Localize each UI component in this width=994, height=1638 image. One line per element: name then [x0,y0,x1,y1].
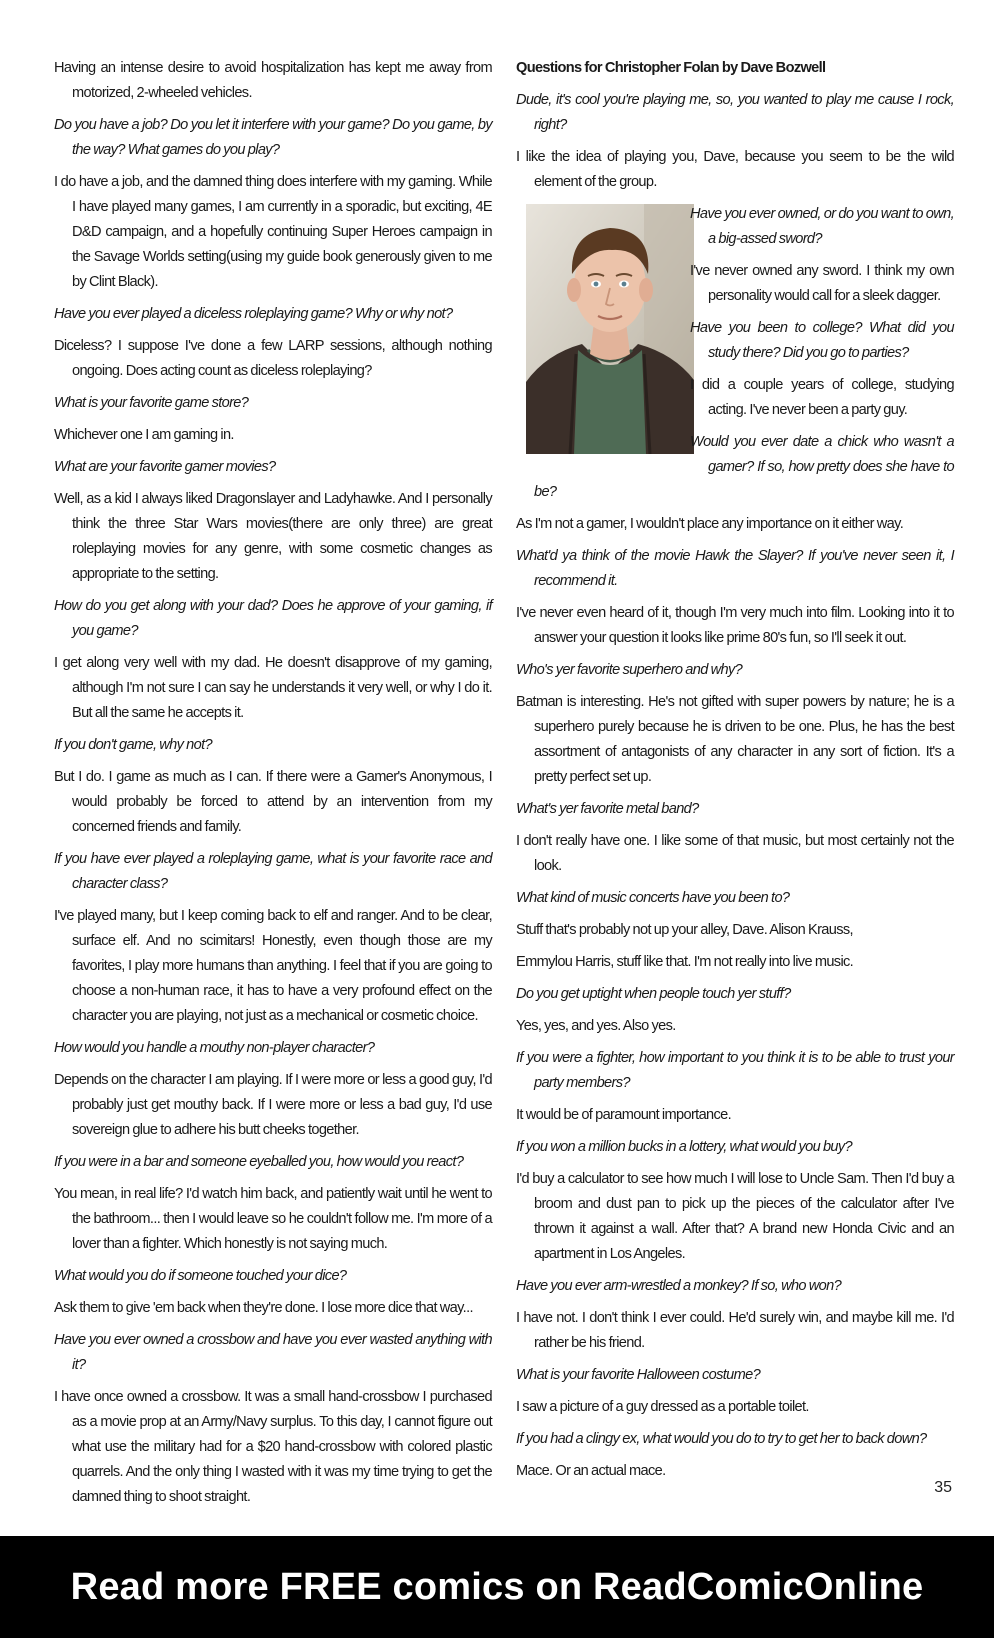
question: What is your favorite Halloween costume? [516,1367,761,1383]
answer: I did a couple years of college, studying acting. I've never been a party guy. [690,377,954,418]
answer: It would be of paramount importance. [516,1107,732,1123]
answer: I've played many, but I keep coming back to elf and ranger. And to be clear, surface elf. And no scimitars! Honestly, even though those are my favorites, I play more humans than anything. I feel that if you are going to choose a non-human race, it has to have a very profound effect on the character you are playing, not just as a mechanical or cosmetic choice. [54,908,492,1024]
question: If you were in a bar and someone eyeballed you, how would you react? [54,1154,464,1170]
question: Have you ever arm-wrestled a monkey? If so, who won? [516,1278,842,1294]
answer: Batman is interesting. He's not gifted with super powers by nature; he is a superhero purely because he is driven to be one. Plus, he has the best assortment of antagonists of any character in any sort of fiction. It's a pretty perfect set up. [516,694,954,785]
question: If you have ever played a roleplaying game, what is your favorite race and character class? [54,851,492,892]
promo-banner-text[interactable]: Read more FREE comics on ReadComicOnline [70,1565,924,1608]
question: Have you ever played a diceless roleplaying game? Why or why not? [54,306,453,322]
promo-banner[interactable] [0,1536,994,1638]
answer: I saw a picture of a guy dressed as a portable toilet. [516,1399,809,1415]
right-column [516,56,954,1491]
question: What kind of music concerts have you been to? [516,890,790,906]
answer: Having an intense desire to avoid hospitalization has kept me away from motorized, 2-wheeled vehicles. [54,60,492,101]
page-number: 35 [934,1479,952,1496]
question: What'd ya think of the movie Hawk the Slayer? If you've never seen it, I recommend it. [516,548,954,589]
answer: Diceless? I suppose I've done a few LARP sessions, although nothing ongoing. Does acting count as diceless roleplaying? [54,338,492,379]
answer: Whichever one I am gaming in. [54,427,234,443]
answer: But I do. I game as much as I can. If there were a Gamer's Anonymous, I would probably be forced to attend by an intervention from my concerned friends and family. [54,769,492,835]
question: Who's yer favorite superhero and why? [516,662,743,678]
answer: I don't really have one. I like some of that music, but most certainly not the look. [516,833,954,874]
answer: Mace. Or an actual mace. [516,1463,666,1479]
answer: Depends on the character I am playing. If I were more or less a good guy, I'd probably just get mouthy back. If I were more or less a bad guy, I'd use sovereign glue to adhere his butt cheeks together. [54,1072,492,1138]
question: If you had a clingy ex, what would you do to try to get her to back down? [516,1431,927,1447]
question: Have you been to college? What did you study there? Did you go to parties? [690,320,954,361]
answer: Stuff that's probably not up your alley, Dave. Alison Krauss, [516,922,853,938]
question: Do you get uptight when people touch yer stuff? [516,986,791,1002]
question: If you were a fighter, how important to you think it is to be able to trust your party members? [516,1050,954,1091]
question: If you don't game, why not? [54,737,212,753]
question: Do you have a job? Do you let it interfere with your game? Do you game, by the way? What games do you play? [54,117,492,158]
answer: I'd buy a calculator to see how much I will lose to Uncle Sam. Then I'd buy a broom and dust pan to pick up the pieces of the calculator after I've thrown it against a wall. After that? A brand new Honda Civic and an apartment in Los Angeles. [516,1171,954,1262]
answer: I have once owned a crossbow. It was a small hand-crossbow I purchased as a movie prop at an Army/Navy surplus. To this day, I cannot figure out what use the military had for a $20 hand-crossbow with colored plastic quarrels. And the only thing I wasted with it was my time trying to get the damned thing to shoot straight. [54,1389,492,1505]
question: If you won a million bucks in a lottery, what would you buy? [516,1139,852,1155]
answer: I like the idea of playing you, Dave, because you seem to be the wild element of the group. [516,149,954,190]
answer: You mean, in real life? I'd watch him back, and patiently wait until he went to the bathroom... then I would leave so he couldn't follow me. I'm more of a lover than a fighter. Which honestly is not saying much. [54,1186,492,1252]
answer: I get along very well with my dad. He doesn't disapprove of my gaming, although I'm not sure I can say he understands it very well, or why I do it. But all the same he accepts it. [54,655,492,721]
question: What would you do if someone touched your dice? [54,1268,347,1284]
answer: I do have a job, and the damned thing does interfere with my gaming. While I have played many games, I am currently in a sporadic, but exciting, 4E D&D campaign, and a hopefully continuing Super Heroes campaign in the Savage Worlds setting(using my guide book generously given to me by Clint Black). [54,174,492,290]
question: What's yer favorite metal band? [516,801,699,817]
question: Would you ever date a chick who wasn't a gamer? If so, how pretty does she have to be? [534,434,954,500]
question: Have you ever owned, or do you want to own, a big-assed sword? [690,206,954,247]
question: What is your favorite game store? [54,395,249,411]
question: Dude, it's cool you're playing me, so, you wanted to play me cause I rock, right? [516,92,954,133]
answer: As I'm not a gamer, I wouldn't place any importance on it either way. [516,516,904,532]
question: Have you ever owned a crossbow and have you ever wasted anything with it? [54,1332,492,1373]
answer: I have not. I don't think I ever could. He'd surely win, and maybe kill me. I'd rather be his friend. [516,1310,954,1351]
answer: I've never owned any sword. I think my own personality would call for a sleek dagger. [690,263,954,304]
question: How would you handle a mouthy non-player character? [54,1040,375,1056]
actor-portrait-photo [526,204,694,454]
answer: Emmylou Harris, stuff like that. I'm not really into live music. [516,954,854,970]
question: What are your favorite gamer movies? [54,459,276,475]
answer: I've never even heard of it, though I'm very much into film. Looking into it to answer your question it looks like prime 80's fun, so I'll seek it out. [516,605,954,646]
interview-title: Questions for Christopher Folan by Dave Bozwell [516,60,826,76]
answer: Ask them to give 'em back when they're done. I lose more dice that way... [54,1300,473,1316]
answer: Well, as a kid I always liked Dragonslayer and Ladyhawke. And I personally think the three Star Wars movies(there are only three) are great roleplaying movies for any genre, with some cosmetic changes as appropriate to the setting. [54,491,492,582]
answer: Yes, yes, and yes. Also yes. [516,1018,676,1034]
question: How do you get along with your dad? Does he approve of your gaming, if you game? [54,598,492,639]
left-column [54,56,492,1517]
